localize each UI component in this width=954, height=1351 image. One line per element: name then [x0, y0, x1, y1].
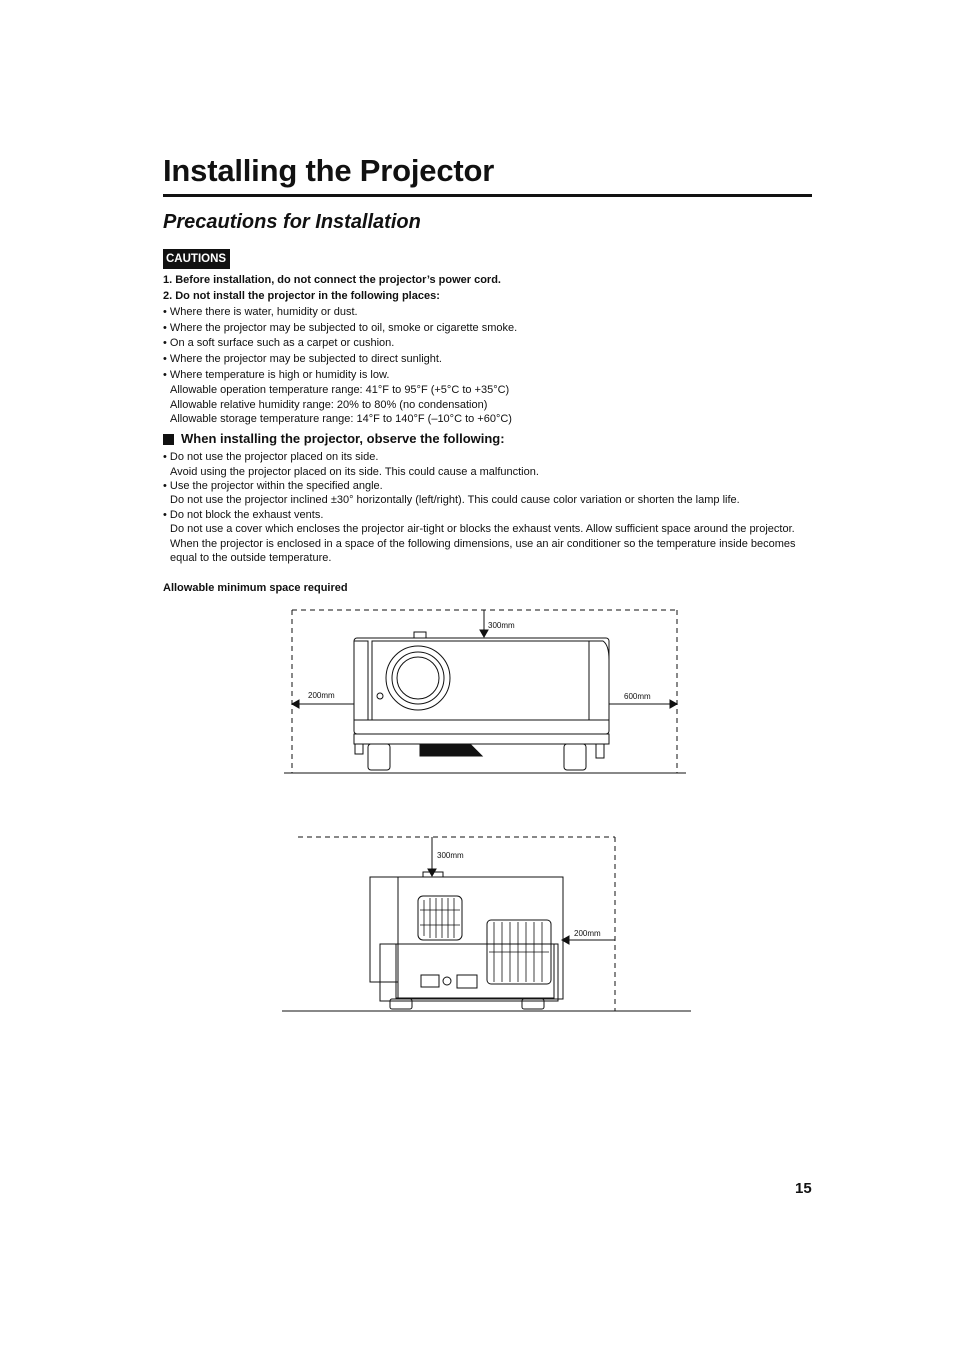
- cautions-badge: CAUTIONS: [163, 249, 230, 269]
- observe-detail: Avoid using the projector placed on its side. This could cause a malfunction.: [170, 466, 539, 478]
- range-line: Allowable relative humidity range: 20% to 80% (no condensation): [170, 399, 488, 411]
- figure-label: Allowable minimum space required: [163, 582, 348, 594]
- observe-item: • Use the projector within the specified angle.: [163, 480, 383, 492]
- observe-detail: Do not use a cover which encloses the projector air-tight or blocks the exhaust vents. Allow sufficient space around the projector. When the projector is enclosed in a space of the following dimensions, use an air conditioner so the temperature inside becomes equal to the outside temperature.: [170, 523, 796, 564]
- observe-heading: When installing the projector, observe the following:: [181, 431, 505, 446]
- place-item: • Where there is water, humidity or dust.: [163, 306, 358, 318]
- caution-item-1: 1. Before installation, do not connect the projector’s power cord.: [163, 274, 501, 286]
- range-line: Allowable operation temperature range: 41°F to 95°F (+5°C to +35°C): [170, 384, 510, 396]
- side-right-dimension: 200mm: [574, 929, 601, 938]
- place-item: • Where temperature is high or humidity is low.: [163, 369, 390, 381]
- side-top-dimension: 300mm: [437, 851, 464, 860]
- front-left-dimension: 200mm: [308, 691, 335, 700]
- place-item: • On a soft surface such as a carpet or cushion.: [163, 337, 395, 349]
- place-item: • Where the projector may be subjected to direct sunlight.: [163, 353, 442, 365]
- observe-detail: Do not use the projector inclined ±30° horizontally (left/right). This could cause color variation or shorten the lamp life.: [170, 494, 740, 506]
- page-number: 15: [795, 1180, 812, 1197]
- front-top-dimension: 300mm: [488, 621, 515, 630]
- front-right-dimension: 600mm: [624, 692, 651, 701]
- range-line: Allowable storage temperature range: 14°F to 140°F (–10°C to +60°C): [170, 413, 512, 425]
- page-title: Installing the Projector: [163, 153, 495, 188]
- observe-item: • Do not block the exhaust vents.: [163, 509, 324, 521]
- caution-item-2: 2. Do not install the projector in the following places:: [163, 290, 440, 302]
- section-title: Precautions for Installation: [163, 211, 421, 233]
- observe-item: • Do not use the projector placed on its side.: [163, 451, 379, 463]
- place-item: • Where the projector may be subjected to oil, smoke or cigarette smoke.: [163, 322, 518, 334]
